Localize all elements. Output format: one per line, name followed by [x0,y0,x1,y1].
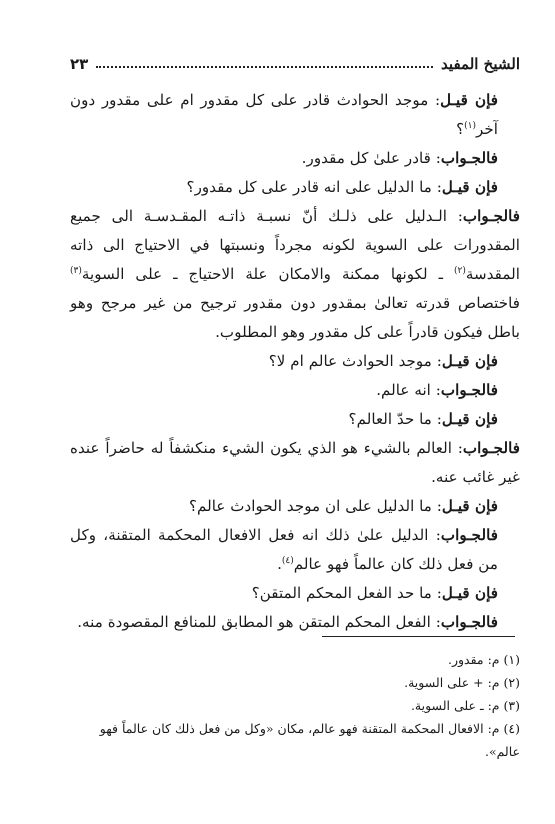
paragraph-text: : الـدليل على ذلـك أنّ نسبـة ذاتـه المقـدسـة الى جميع المقدورات على السوية لكونه مجرداً ونسبتها في الاحتياج الى ذاته المقدسة [70,207,520,283]
question-paragraph [70,347,520,376]
footnote-ref: (٢) [453,265,466,276]
question-label: فإن قيـل [441,178,498,196]
footnote-4: (٤) م: الافعال المحكمة المتقنة فهو عالم، مكان «وكل من فعل ذلك كان عالماً فهو عالم». [99,721,520,759]
paragraph-text: : ما حد الفعل المحكم المتقن؟ [251,584,442,602]
answer-paragraph [70,608,520,637]
question-paragraph [70,579,520,608]
answer-paragraph [70,376,520,405]
paragraph-text: : ما حدّ العالم؟ [348,410,442,428]
paragraph-text: : موجد الحوادث قادر على كل مقدور ام على مقدور دون آخر [70,91,498,138]
answer-label: فالجـواب [462,439,520,457]
answer-paragraph [70,434,520,492]
paragraph-text-end: فاختصاص قدرته تعالىٰ بمقدور دون مقدور ترجيح من غير مرجح وهو باطل فيكون قادراً على كل مقدور وهو المطلوب. [70,294,520,341]
footnote-ref: (١) [464,120,476,131]
question-label: فإن قيـل [440,91,498,109]
footnote-separator [322,636,515,637]
answer-label: فالجـواب [440,613,498,631]
header-title: الشيخ المفيد [441,55,520,73]
answer-paragraph [70,202,520,347]
question-label: فإن قيـل [441,410,498,428]
footnote-1: (١) م: مقدور. [447,652,520,667]
main-text [70,86,520,637]
answer-label: فالجـواب [462,207,520,225]
answer-label: فالجـواب [440,526,498,544]
footnote-ref: (٤) [281,555,294,566]
paragraph-text: : قادر علىٰ كل مقدور. [301,149,441,167]
paragraph-text-end: ؟ [456,120,465,138]
footnote-3: (٣) م: ـ على السوية. [410,698,520,713]
page-number: ٢٣ [70,55,89,73]
paragraph-text: : موجد الحوادث عالم ام لا؟ [268,352,442,370]
paragraph-text-cont: ـ لكونها ممكنة والامكان علة الاحتياج ـ على السوية [81,265,454,283]
question-label: فإن قيـل [441,497,498,515]
paragraph-text: : الفعل المحكم المتقن هو المطابق للمنافع المقصودة منه. [77,613,441,631]
footnote-ref: (٣) [70,265,82,276]
answer-label: فالجـواب [440,149,498,167]
question-paragraph [70,173,520,202]
paragraph-text-end: . [277,555,282,573]
footnote-2: (٢) م: + على السوية. [404,675,520,690]
question-paragraph [70,405,520,434]
paragraph-text: : ما الدليل على انه قادر على كل مقدور؟ [186,178,442,196]
question-paragraph [70,492,520,521]
answer-label: فالجـواب [440,381,498,399]
question-label: فإن قيـل [441,352,498,370]
question-paragraph [70,86,520,144]
answer-paragraph [70,144,520,173]
paragraph-text: : الدليل علىٰ ذلك انه فعل الافعال المحكمة المتقنة، وكل من فعل ذلك كان عالماً فهو عالم [70,526,498,573]
footnotes [70,648,520,763]
question-label: فإن قيـل [441,584,498,602]
answer-paragraph [70,521,520,579]
header-dot-leader [96,66,433,68]
paragraph-text: : العالم بالشيء هو الذي يكون الشيء منكشفاً له حاضراً عنده غير غائب عنه. [70,439,520,486]
paragraph-text: : انه عالم. [376,381,441,399]
paragraph-text: : ما الدليل على ان موجد الحوادث عالم؟ [188,497,442,515]
running-header [70,52,520,76]
